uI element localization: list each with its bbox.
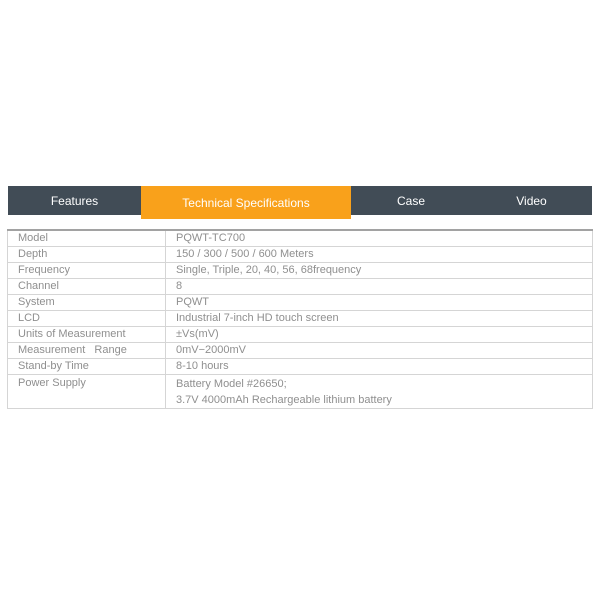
spec-label: LCD xyxy=(8,311,166,327)
spec-label: Measurement Range xyxy=(8,343,166,359)
spec-row xyxy=(8,359,593,375)
spec-value xyxy=(166,375,593,409)
spec-value: 150 / 300 / 500 / 600 Meters xyxy=(166,247,593,263)
spec-value: 8-10 hours xyxy=(166,359,593,375)
spec-label: Model xyxy=(8,230,166,247)
spec-label: Channel xyxy=(8,279,166,295)
spec-row xyxy=(8,279,593,295)
spec-value: 8 xyxy=(166,279,593,295)
tab-label: Technical Specifications xyxy=(182,195,310,210)
spec-label: Power Supply xyxy=(8,375,166,409)
spec-row xyxy=(8,327,593,343)
tab-label: Features xyxy=(50,193,99,208)
spec-row xyxy=(8,311,593,327)
spec-value: PQWT xyxy=(166,295,593,311)
tab-label: Video xyxy=(516,193,547,208)
spec-label: Depth xyxy=(8,247,166,263)
tab-technical-specifications[interactable] xyxy=(141,186,351,219)
spec-table xyxy=(7,229,593,409)
spec-label: Stand-by Time xyxy=(8,359,166,375)
tab-features[interactable] xyxy=(8,186,141,215)
spec-label: System xyxy=(8,295,166,311)
spec-value: 0mV−2000mV xyxy=(166,343,593,359)
spec-value-line: 3.7V 4000mAh Rechargeable lithium battery xyxy=(176,394,392,406)
tab-video[interactable] xyxy=(471,186,592,215)
tab-bar xyxy=(8,186,592,219)
spec-label: Units of Measurement xyxy=(8,327,166,343)
spec-value-line: Battery Model #26650; xyxy=(176,378,287,390)
tab-label: Case xyxy=(396,193,425,208)
spec-row xyxy=(8,295,593,311)
spec-row xyxy=(8,263,593,279)
spec-value: PQWT-TC700 xyxy=(166,230,593,247)
spec-label: Frequency xyxy=(8,263,166,279)
spec-row xyxy=(8,343,593,359)
spec-row xyxy=(8,230,593,247)
spec-row xyxy=(8,375,593,409)
spec-value: Single, Triple, 20, 40, 56, 68frequency xyxy=(166,263,593,279)
spec-value: Industrial 7-inch HD touch screen xyxy=(166,311,593,327)
spec-value: ±Vs(mV) xyxy=(166,327,593,343)
spec-row xyxy=(8,247,593,263)
tab-case[interactable] xyxy=(351,186,471,215)
